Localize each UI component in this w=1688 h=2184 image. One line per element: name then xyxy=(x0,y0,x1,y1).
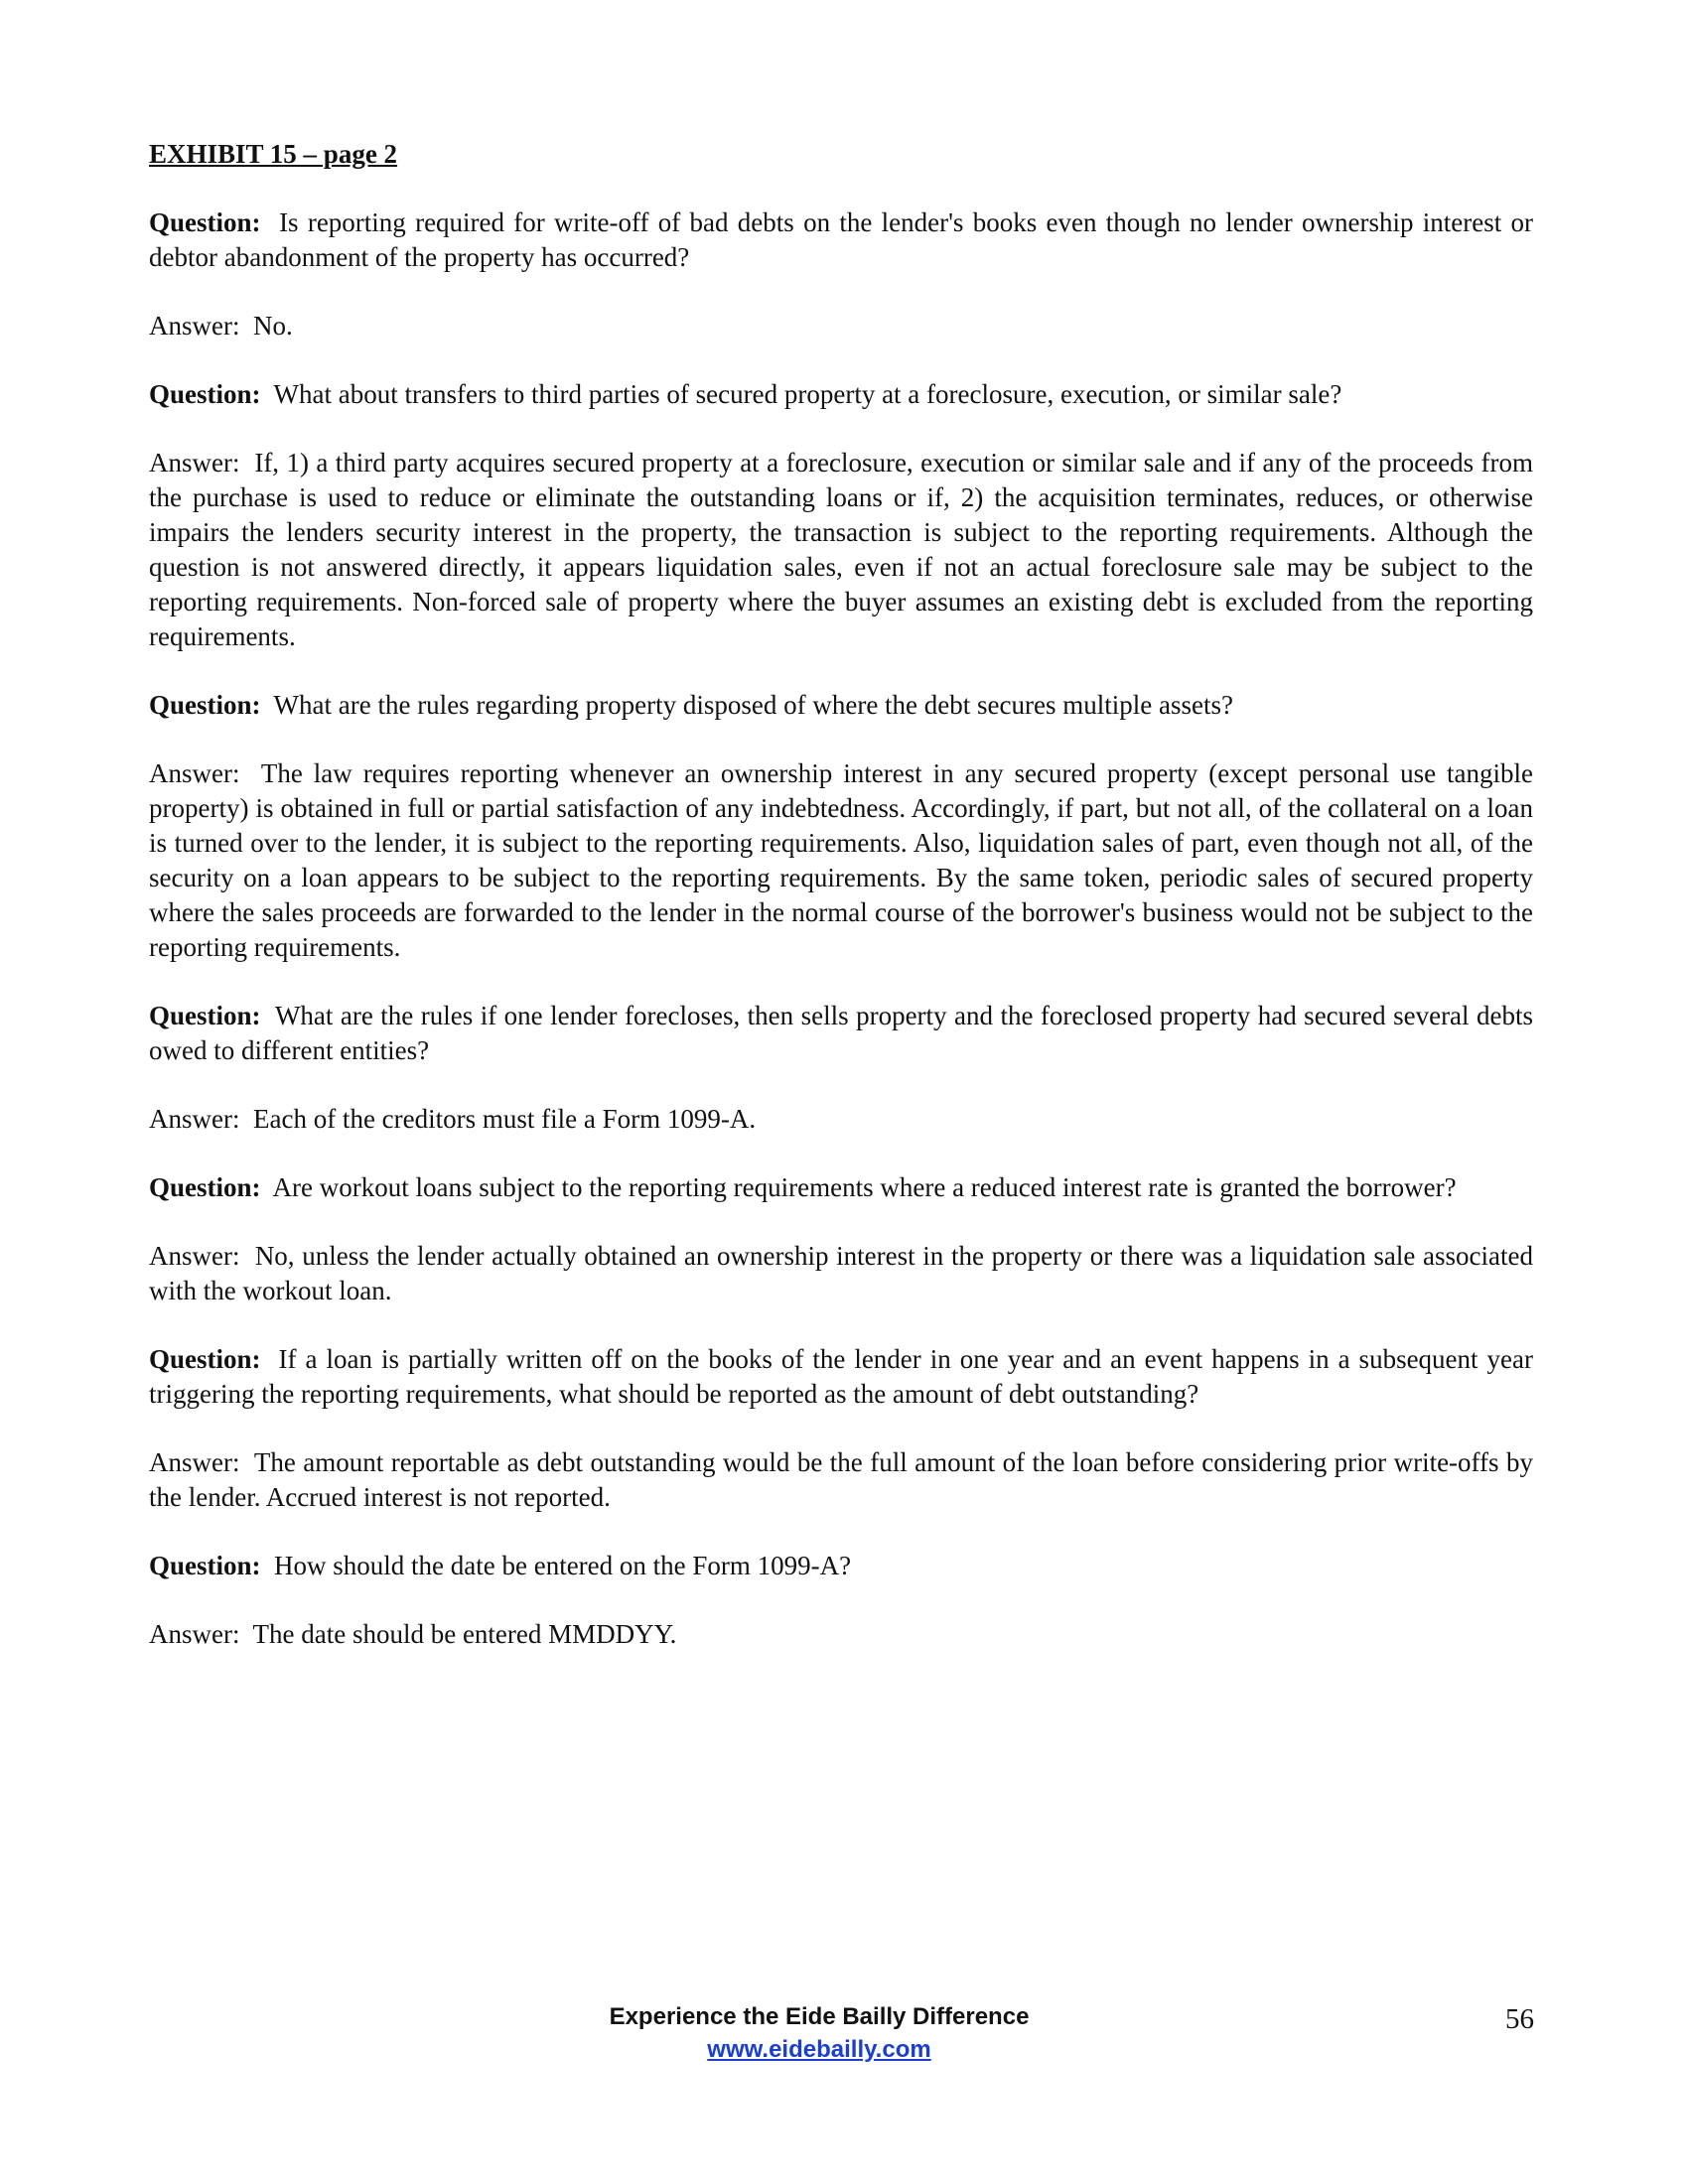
question-text: How should the date be entered on the Form 1099-A? xyxy=(274,1551,852,1580)
question-5 xyxy=(149,1170,1533,1205)
question-2 xyxy=(149,377,1533,412)
answer-3 xyxy=(149,756,1533,965)
exhibit-heading: EXHIBIT 15 – page 2 xyxy=(149,139,398,169)
question-7 xyxy=(149,1549,1533,1583)
answer-text: No, unless the lender actually obtained an ownership interest in the property or there was a liquidation sale associated with the workout loan. xyxy=(149,1241,1534,1305)
answer-text: No. xyxy=(252,311,293,341)
document-body xyxy=(149,137,1533,1686)
question-label: Question: xyxy=(149,690,261,720)
qa-list xyxy=(149,205,1533,1652)
answer-7 xyxy=(149,1617,1533,1652)
question-label: Question: xyxy=(149,1001,261,1030)
question-label: Question: xyxy=(149,379,261,409)
question-1 xyxy=(149,205,1533,275)
answer-text: Each of the creditors must file a Form 1099-A. xyxy=(252,1104,757,1134)
question-text: If a loan is partially written off on the books of the lender in one year and an event happens in a subsequent year triggering the reporting requirements, what should be reported as the amount of debt outstanding? xyxy=(149,1344,1533,1409)
answer-6 xyxy=(149,1445,1533,1515)
answer-4 xyxy=(149,1102,1533,1137)
answer-label: Answer: xyxy=(149,1104,240,1134)
question-label: Question: xyxy=(149,207,261,237)
answer-text: The date should be entered MMDDYY. xyxy=(252,1619,677,1649)
question-3 xyxy=(149,688,1533,723)
footer-website-link[interactable]: www.eidebailly.com xyxy=(707,2036,931,2063)
question-text: Is reporting required for write-off of bad debts on the lender's books even though no lender ownership interest or debtor abandonment of the property has occurred? xyxy=(149,207,1534,272)
answer-text: The law requires reporting whenever an ownership interest in any secured property (except personal use tangible property) is obtained in full or partial satisfaction of any indebtedness. Accordingly, if part, but not all, of the collateral on a loan is turned over to the lender, it is subject to the reporting requirements. Also, liquidation sales of part, even though not all, of the security on a loan appears to be subject to the reporting requirements. By the same token, periodic sales of secured property where the sales proceeds are forwarded to the lender in the normal course of the borrower's business would not be subject to the reporting requirements. xyxy=(149,758,1533,962)
footer-tagline: Experience the Eide Bailly Difference xyxy=(609,2003,1030,2030)
answer-text: If, 1) a third party acquires secured property at a foreclosure, execution or similar sale and if any of the proceeds from the purchase is used to reduce or eliminate the outstanding loans or if, 2) the acquisition terminates, reduces, or otherwise impairs the lenders security interest in the property, the transaction is subject to the reporting requirements. Although the question is not answered directly, it appears liquidation sales, even if not an actual foreclosure sale may be subject to the reporting requirements. Non-forced sale of property where the buyer assumes an existing debt is excluded from the reporting requirements. xyxy=(149,448,1534,651)
question-text: Are workout loans subject to the reporting requirements where a reduced interest rate is granted the borrower? xyxy=(272,1172,1457,1202)
question-label: Question: xyxy=(149,1344,261,1374)
answer-label: Answer: xyxy=(149,311,240,341)
answer-label: Answer: xyxy=(149,758,240,788)
question-text: What are the rules regarding property disposed of where the debt secures multiple assets? xyxy=(273,690,1233,720)
answer-2 xyxy=(149,446,1533,654)
question-label: Question: xyxy=(149,1551,261,1580)
question-4 xyxy=(149,999,1533,1068)
answer-text: The amount reportable as debt outstanding would be the full amount of the loan before considering prior write-offs by the lender. Accrued interest is not reported. xyxy=(149,1447,1533,1512)
question-text: What are the rules if one lender forecloses, then sells property and the foreclosed property had secured several debts owed to different entities? xyxy=(149,1001,1533,1065)
answer-label: Answer: xyxy=(149,448,240,478)
question-text: What about transfers to third parties of secured property at a foreclosure, execution, or similar sale? xyxy=(273,379,1342,409)
question-label: Question: xyxy=(149,1172,261,1202)
answer-1 xyxy=(149,309,1533,343)
answer-label: Answer: xyxy=(149,1241,240,1271)
page-number: 56 xyxy=(1505,2003,1534,2035)
question-6 xyxy=(149,1342,1533,1412)
answer-label: Answer: xyxy=(149,1619,240,1649)
answer-5 xyxy=(149,1239,1533,1308)
answer-label: Answer: xyxy=(149,1447,240,1477)
